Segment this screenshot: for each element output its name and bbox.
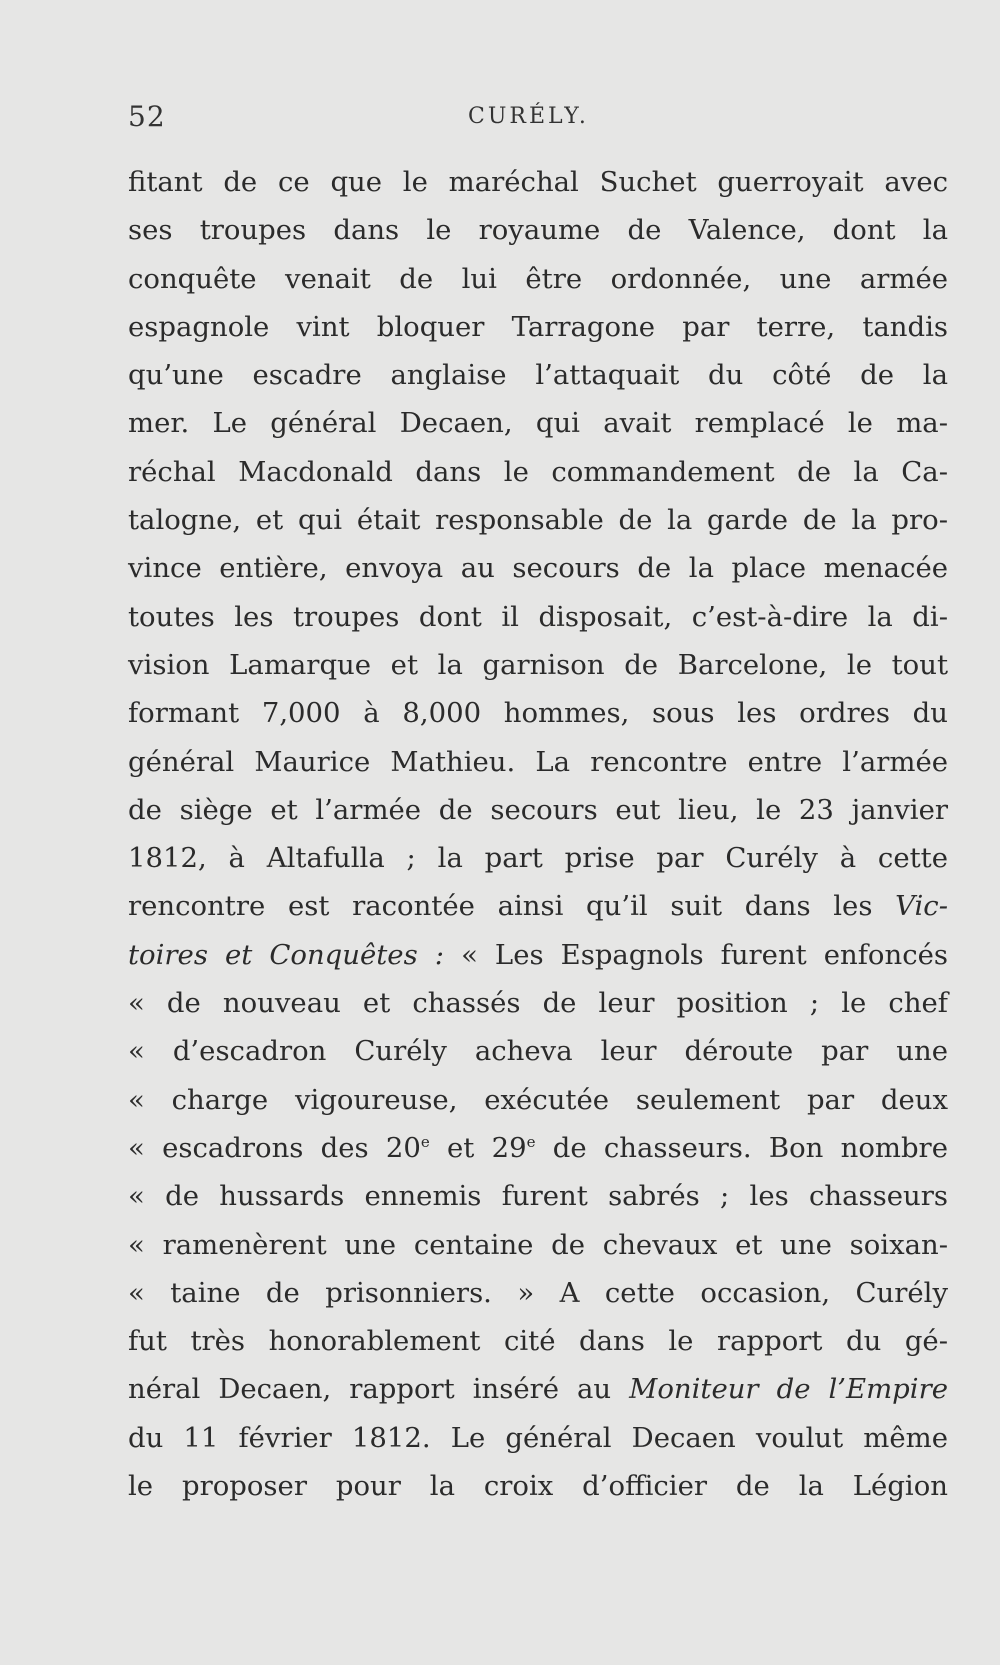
text-line: 1812, à Altafulla ; la part prise par Curély à cette xyxy=(128,842,948,875)
body-text xyxy=(128,158,948,1510)
running-head: CURÉLY. xyxy=(468,104,589,129)
text-line: conquête venait de lui être ordonnée, une armée xyxy=(128,262,948,295)
italic-title-span: Moniteur de l’Empire xyxy=(629,1373,948,1406)
text-line xyxy=(128,931,948,979)
superscript: e xyxy=(526,1132,536,1151)
text-line: vision Lamarque et la garnison de Barcelone, le tout xyxy=(128,648,948,681)
superscript: e xyxy=(420,1132,430,1151)
text-line: « d’escadron Curély acheva leur déroute par une xyxy=(128,1035,948,1068)
text-line: « de nouveau et chassés de leur position ; le chef xyxy=(128,987,948,1020)
text-line: ses troupes dans le royaume de Valence, dont la xyxy=(128,214,948,247)
page-number: 52 xyxy=(128,100,166,133)
italic-title-span: toires et Conquêtes : xyxy=(128,938,445,971)
text-line: « charge vigoureuse, exécutée seulement par deux xyxy=(128,1083,948,1116)
text-line: du 11 février 1812. Le général Decaen voulut même xyxy=(128,1421,948,1454)
text-span: néral Decaen, rapport inséré au xyxy=(128,1373,630,1406)
text-span: « Les Espagnols furent enfoncés xyxy=(444,938,948,971)
text-line: le proposer pour la croix d’officier de la Légion xyxy=(128,1470,948,1503)
text-line: talogne, et qui était responsable de la garde de la pro- xyxy=(128,504,948,537)
text-line: fut très honorablement cité dans le rapport du gé- xyxy=(128,1325,948,1358)
text-span: rencontre est racontée ainsi qu’il suit dans les xyxy=(128,890,896,923)
text-line: fitant de ce que le maréchal Suchet guerroyait avec xyxy=(128,166,948,198)
text-line: « taine de prisonniers. » A cette occasion, Curély xyxy=(128,1276,948,1309)
text-line xyxy=(128,882,948,930)
text-line: formant 7,000 à 8,000 hommes, sous les ordres du xyxy=(128,697,948,730)
text-line xyxy=(128,1365,948,1413)
text-line: qu’une escadre anglaise l’attaquait du côté de la xyxy=(128,359,948,392)
text-line: « ramenèrent une centaine de chevaux et une soixan- xyxy=(128,1228,948,1261)
text-span: et 29 xyxy=(429,1131,527,1164)
text-line: espagnole vint bloquer Tarragone par terre, tandis xyxy=(128,310,948,343)
text-line: de siège et l’armée de secours eut lieu, le 23 janvier xyxy=(128,793,948,826)
text-line: toutes les troupes dont il disposait, c’est-à-dire la di- xyxy=(128,600,948,633)
text-line: vince entière, envoya au secours de la place menacée xyxy=(128,552,948,585)
text-line: général Maurice Mathieu. La rencontre entre l’armée xyxy=(128,745,948,778)
text-line: « de hussards ennemis furent sabrés ; les chasseurs xyxy=(128,1180,948,1213)
text-line xyxy=(128,1124,948,1172)
text-line: mer. Le général Decaen, qui avait remplacé le ma- xyxy=(128,407,948,440)
text-line: réchal Macdonald dans le commandement de la Ca- xyxy=(128,455,948,488)
italic-title-span: Vic- xyxy=(895,890,948,923)
text-span: « escadrons des 20 xyxy=(128,1131,421,1164)
text-span: de chasseurs. Bon nombre xyxy=(535,1131,948,1164)
